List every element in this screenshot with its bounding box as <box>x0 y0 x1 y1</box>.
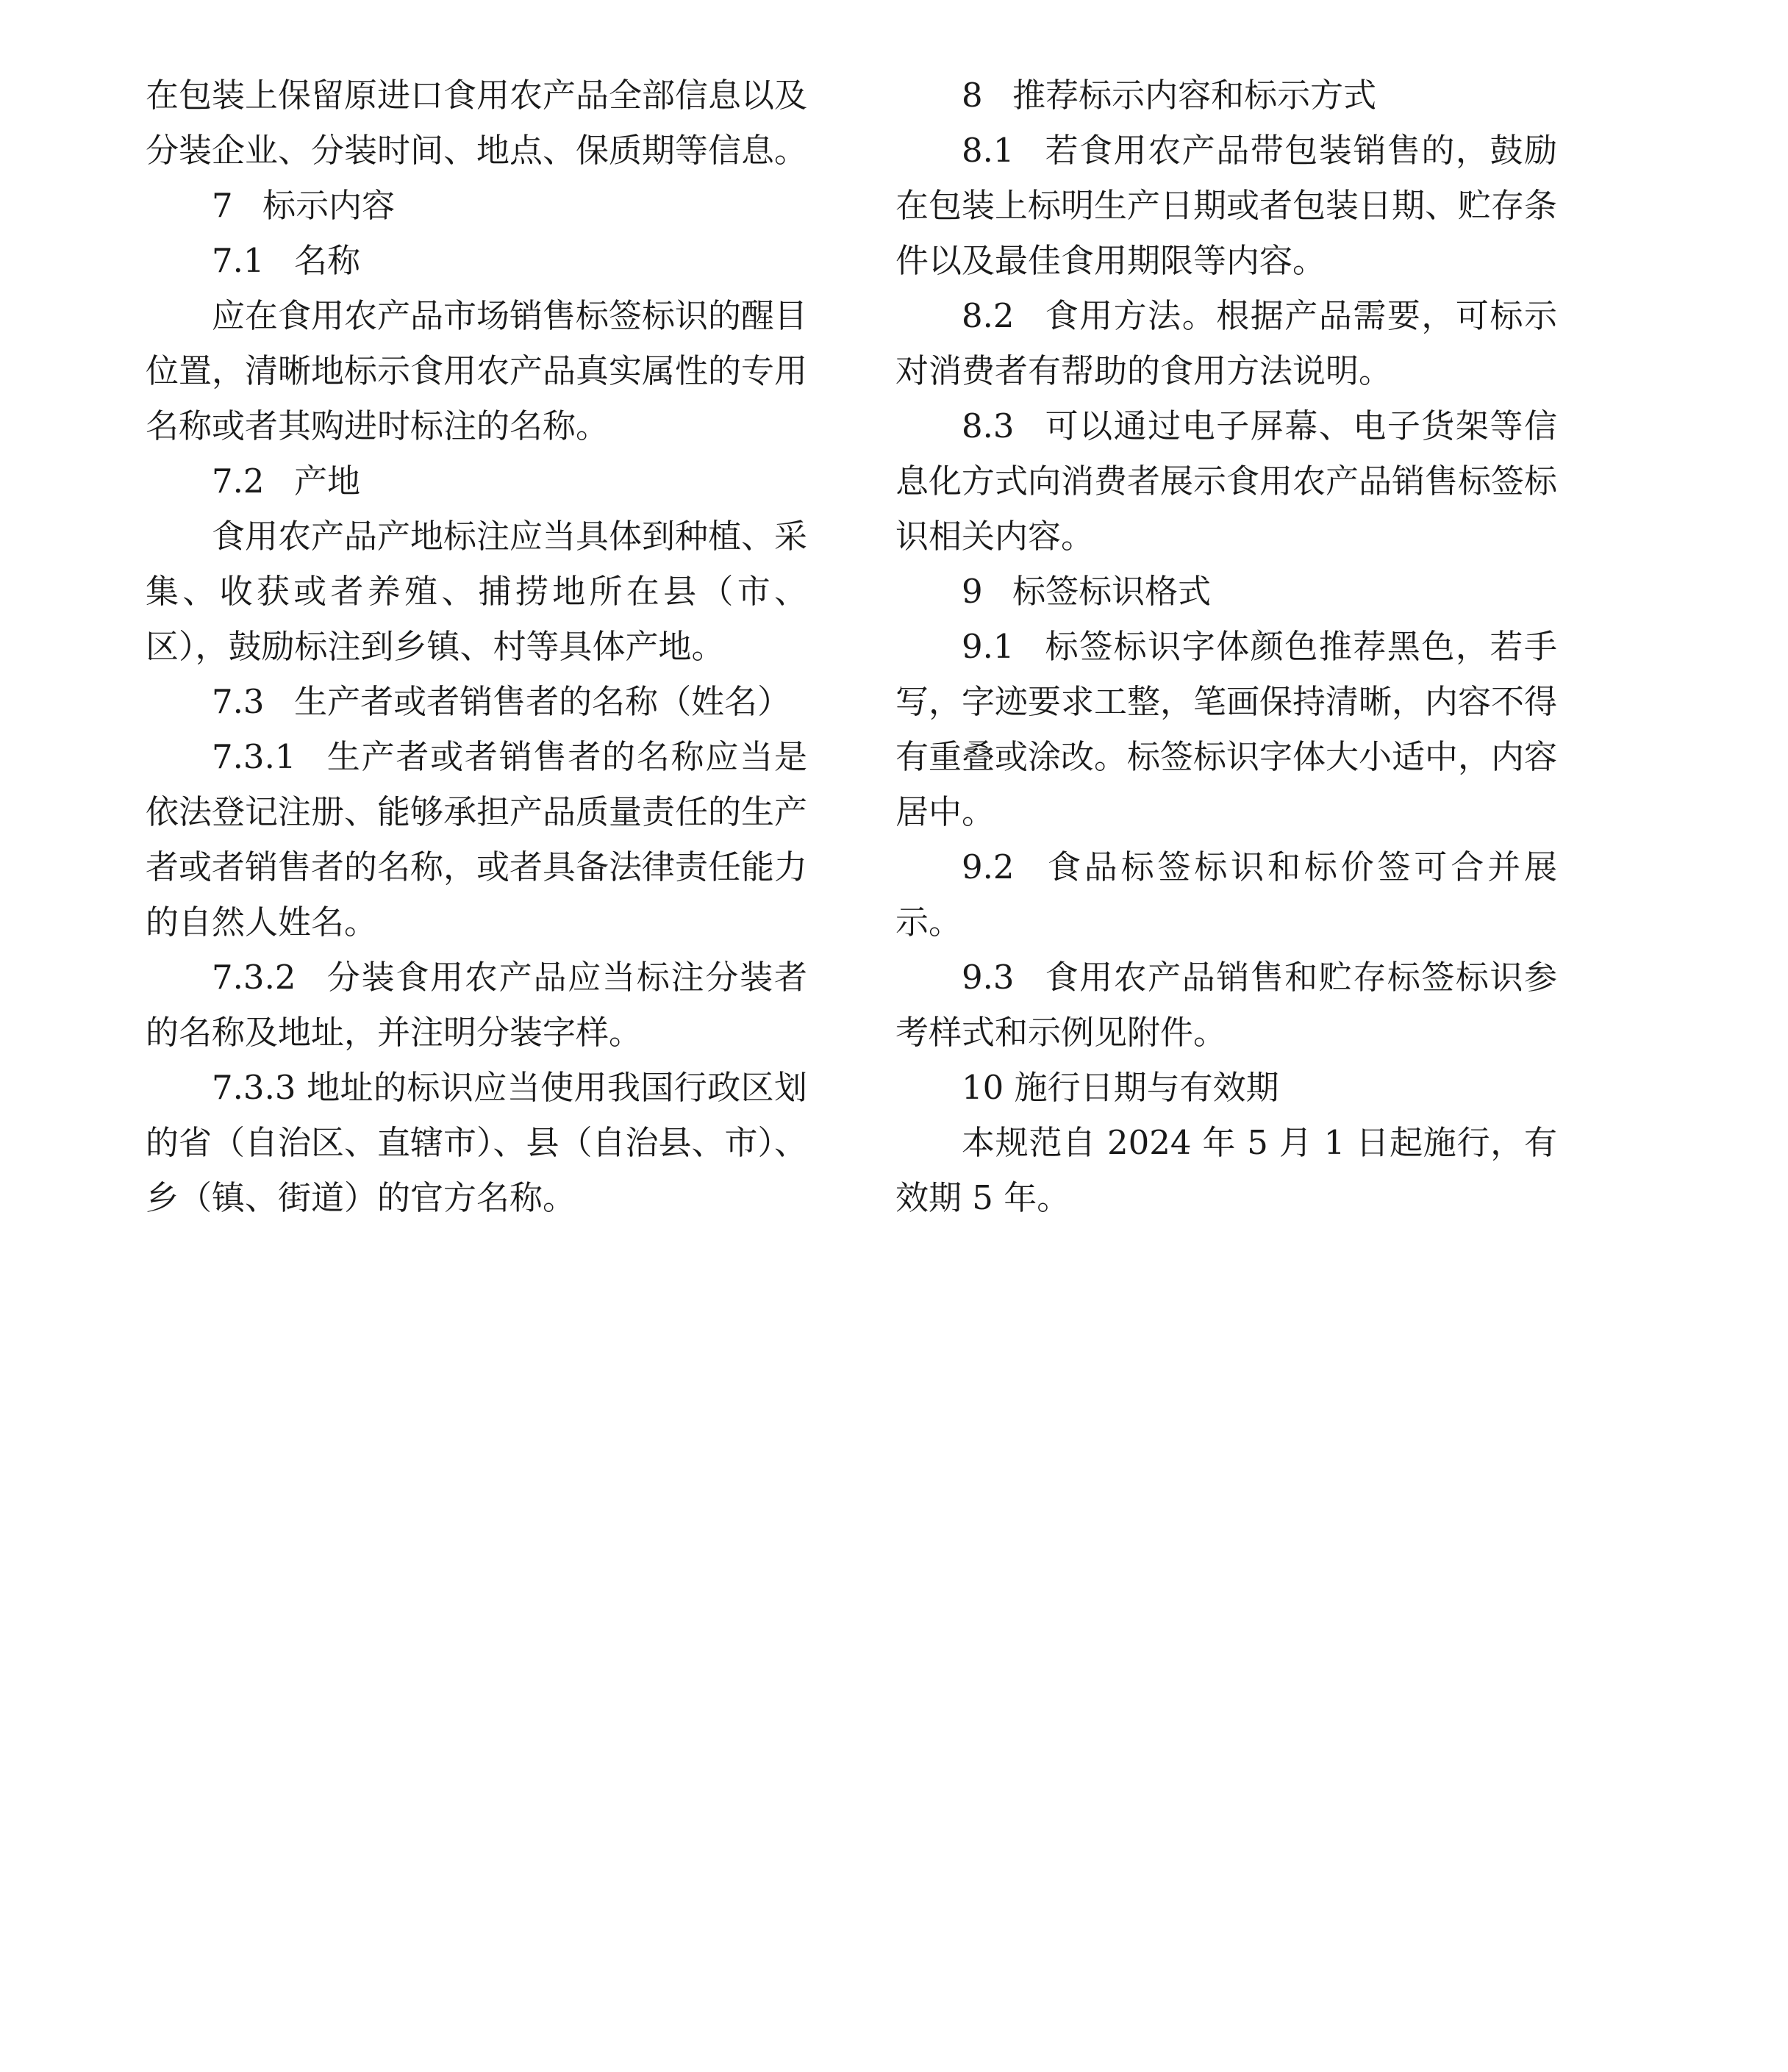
section-9-heading <box>895 564 1557 619</box>
section-number: 8.1 <box>962 131 1015 170</box>
section-title: 标签标识格式 <box>1012 572 1212 611</box>
section-number: 7.3.1 <box>212 737 296 776</box>
section-8-3 <box>895 398 1557 564</box>
section-7-3-3: 7.3.3 地址的标识应当使用我国行政区划的省（自治区、直辖市）、县（自治县、市）、乡（镇、街道）的官方名称。 <box>146 1068 808 1217</box>
section-7-heading <box>146 178 807 233</box>
section-title: 标示内容 <box>262 186 396 225</box>
section-number: 8 <box>962 76 983 115</box>
section-title: 推荐标示内容和标示方式 <box>1012 76 1377 115</box>
section-10-body: 本规范自 2024 年 5 月 1 日起施行，有效期 5 年。 <box>895 1123 1557 1217</box>
section-7-3-1 <box>146 729 807 950</box>
section-body: 若食用农产品带包装销售的，鼓励在包装上标明生产日期或者包装日期、贮存条件以及最佳食用期限等内容。 <box>895 131 1558 280</box>
section-body: 食品标签标识和标价签可合并展示。 <box>895 847 1557 942</box>
section-number: 8.2 <box>962 296 1015 335</box>
section-number: 9.2 <box>962 847 1015 886</box>
section-body: 分装食用农产品应当标注分装者的名称及地址，并注明分装字样。 <box>146 958 807 1052</box>
right-column <box>895 68 1557 1225</box>
section-7-1-body: 应在食用农产品市场销售标签标识的醒目位置，清晰地标示食用农产品真实属性的专用名称或者其购进时标注的名称。 <box>146 296 808 445</box>
section-body: 食用方法。根据产品需要，可标示对消费者有帮助的食用方法说明。 <box>895 296 1557 390</box>
section-number: 7 <box>212 186 233 225</box>
section-9-3 <box>895 950 1557 1060</box>
section-title: 生产者或者销售者的名称（姓名） <box>294 682 791 721</box>
section-10-heading: 10 施行日期与有效期 <box>962 1068 1279 1107</box>
paragraph-continuation: 在包装上保留原进口食用农产品全部信息以及分装企业、分装时间、地点、保质期等信息。 <box>146 76 808 170</box>
section-8-1 <box>895 123 1557 288</box>
section-body: 生产者或者销售者的名称应当是依法登记注册、能够承担产品质量责任的生产者或者销售者的名称，或者具备法律责任能力的自然人姓名。 <box>146 737 808 942</box>
section-7-2-heading <box>146 454 807 509</box>
section-body: 可以通过电子屏幕、电子货架等信息化方式向消费者展示食用农产品销售标签标识相关内容。 <box>895 406 1558 556</box>
section-title: 产地 <box>294 462 361 501</box>
section-number: 9.1 <box>962 627 1015 666</box>
left-column <box>146 68 807 1225</box>
section-7-3-2 <box>146 950 807 1060</box>
section-title: 名称 <box>294 241 361 280</box>
section-8-2 <box>895 288 1557 398</box>
section-number: 8.3 <box>962 406 1015 445</box>
section-number: 7.2 <box>212 462 265 501</box>
section-7-1-heading <box>146 233 807 288</box>
section-number: 7.1 <box>212 241 265 280</box>
section-number: 7.3 <box>212 682 265 721</box>
section-9-2 <box>895 839 1557 950</box>
section-body: 标签标识字体颜色推荐黑色，若手写，字迹要求工整，笔画保持清晰，内容不得有重叠或涂改。标签标识字体大小适中，内容居中。 <box>895 627 1558 831</box>
section-7-2-body: 食用农产品产地标注应当具体到种植、采集、收获或者养殖、捕捞地所在县（市、区），鼓励标注到乡镇、村等具体产地。 <box>146 517 808 666</box>
section-number: 7.3.2 <box>212 958 296 997</box>
section-number: 9.3 <box>962 958 1015 997</box>
section-7-3-heading <box>146 674 807 729</box>
section-number: 9 <box>962 572 983 611</box>
section-9-1 <box>895 619 1557 839</box>
section-8-heading <box>895 68 1557 123</box>
section-body: 食用农产品销售和贮存标签标识参考样式和示例见附件。 <box>895 958 1557 1052</box>
